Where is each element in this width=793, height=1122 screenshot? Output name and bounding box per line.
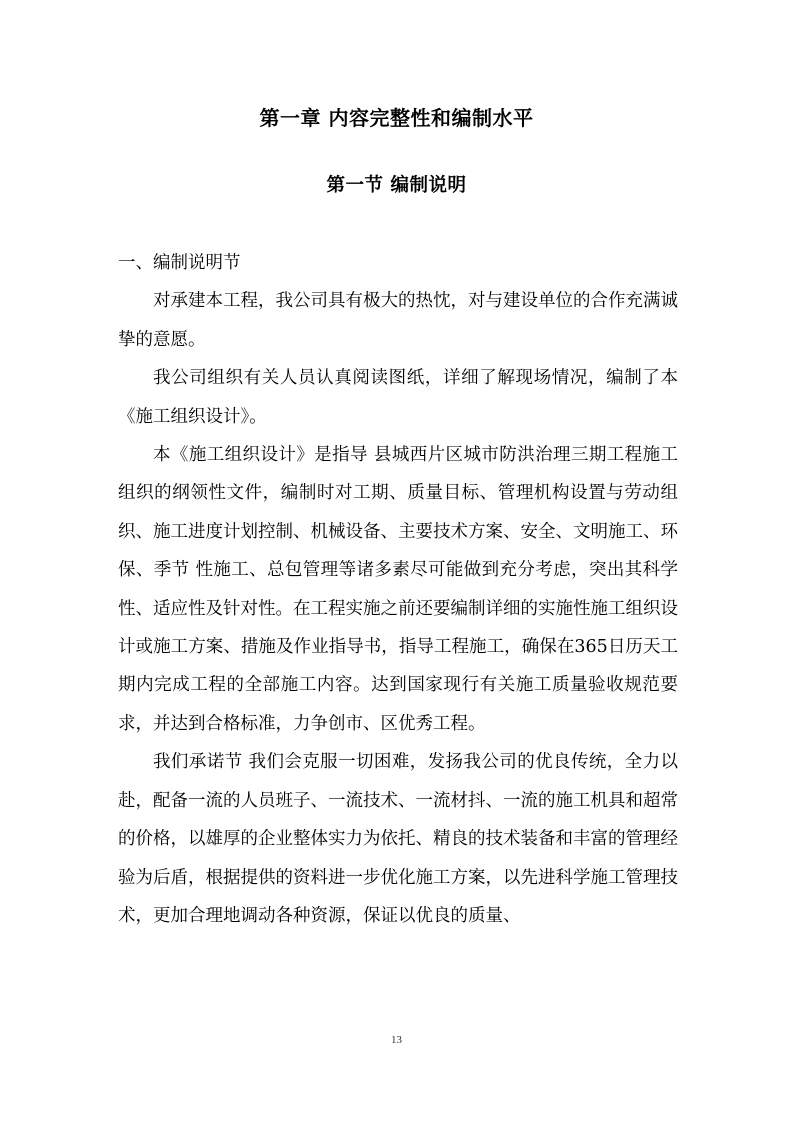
page-number: 13 [391,1034,402,1046]
chapter-title: 第一章 内容完整性和编制水平 [259,106,534,130]
paragraph-3: 本《施工组织设计》是指导 县城西片区城市防洪治理三期工程施工组织的纲领性文件，编制时对工期、质量目标、管理机构设置与劳动组织、施工进度计划控制、机械设备、主要技术方案、安全、文明施工、环保、季节 性施工、总包管理等诸多素尽可能做到充分考虑，突出其科学性、适应性及针对性。在工程实施之前还要编制详细的实施性施工组织设计或施工方案、措施及作业指导书，指导工程施工，确保在365日历天工期内完成工程的全部施工内容。达到国家现行有关施工质量验收规范要求，并达到合格标准，力争创市、区优秀工程。 [118,445,678,734]
paragraph-2: 我公司组织有关人员认真阅读图纸，详细了解现场情况，编制了本《施工组织设计》。 [118,368,678,427]
paragraph-4: 我们承诺节 我们会克服一切困难，发扬我公司的优良传统，全力以赴，配备一流的人员班子、一流技术、一流材抖、一流的施工机具和超常的价格，以雄厚的企业整体实力为依托、精良的技术装备和丰富的管理经验为后盾，根据提供的资料进一步优化施工方案，以先进科学施工管理技术，更加合理地调动各种资源，保证以优良的质量、 [118,752,678,926]
body-text [118,244,678,935]
section-title: 第一节 编制说明 [326,175,467,196]
paragraph-1: 对承建本工程，我公司具有极大的热忱，对与建设单位的合作充满诚挚的意愿。 [118,291,678,350]
subheading: 一、编制说明节 [118,253,241,273]
